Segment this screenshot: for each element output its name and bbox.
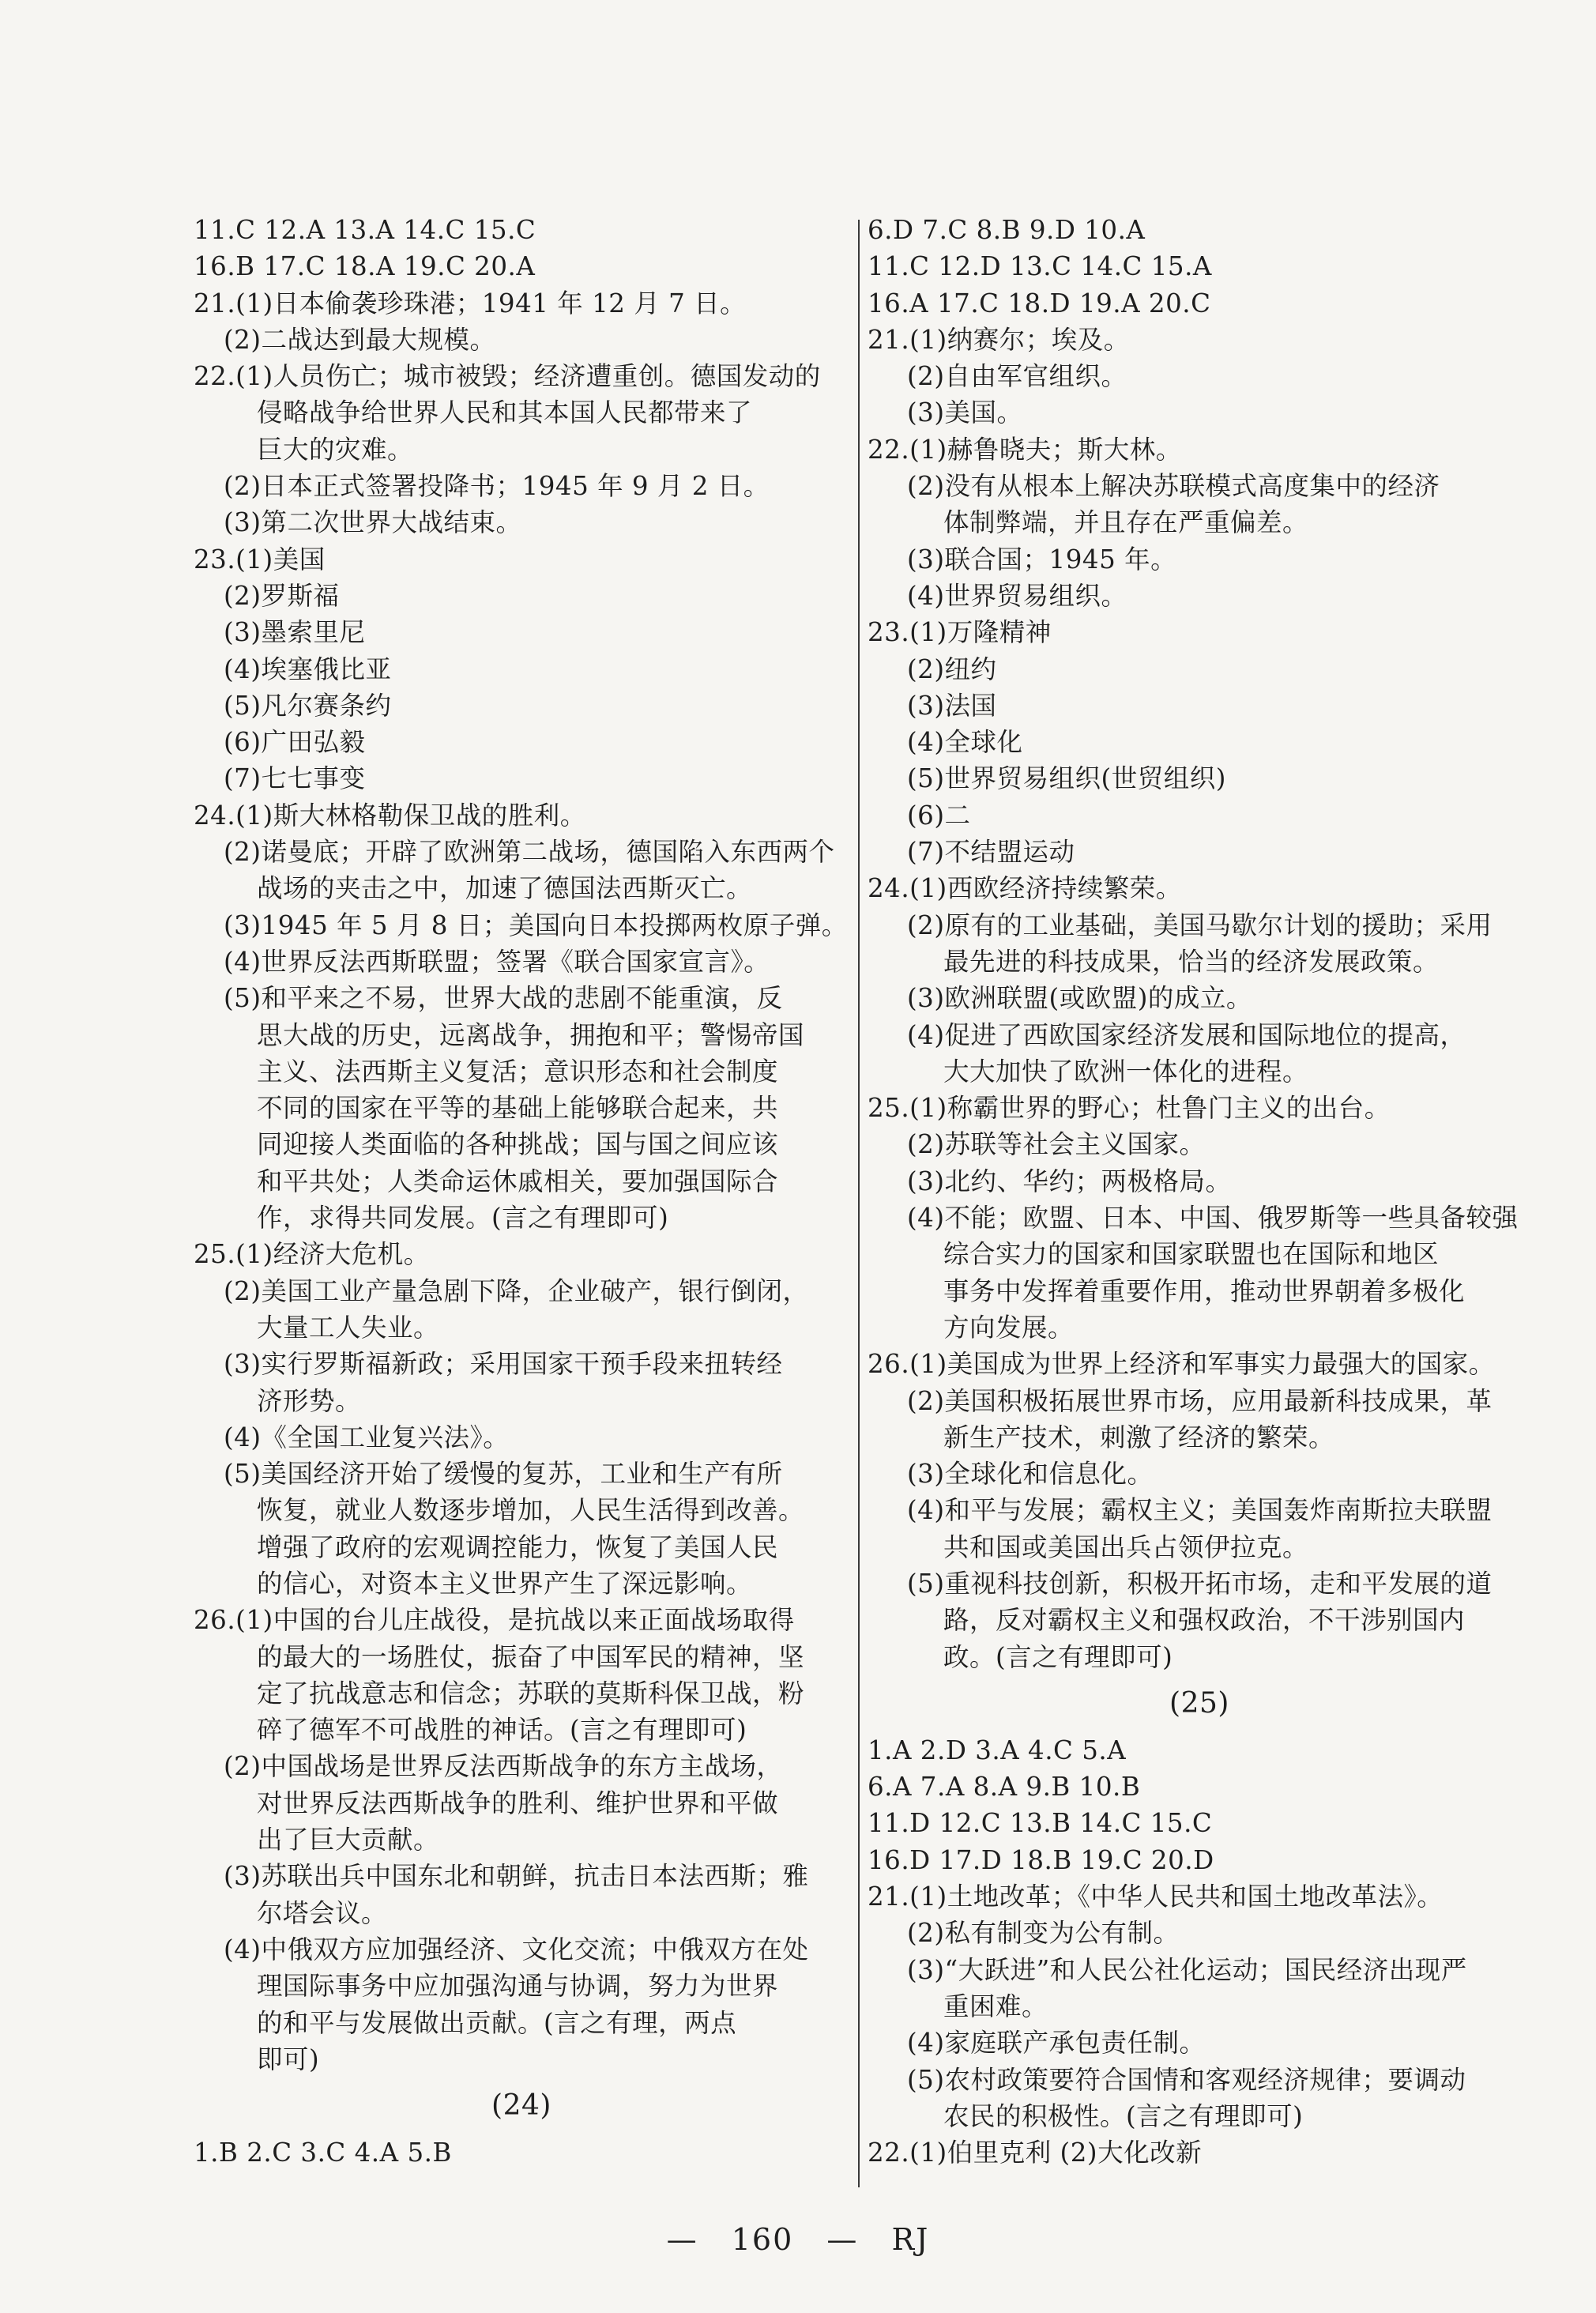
answer-line: 出了巨大贡献。 (257, 1825, 440, 1855)
answer-line: 24.(1)西欧经济持续繁荣。 (868, 873, 1182, 904)
answer-line: (5)美国经济开始了缓慢的复苏，工业和生产有所 (224, 1459, 783, 1490)
answer-line: 定了抗战意志和信念；苏联的莫斯科保卫战，粉 (257, 1678, 805, 1708)
answer-line: (4)不能；欧盟、日本、中国、俄罗斯等一些具备较强 (907, 1203, 1519, 1234)
answer-line: 方向发展。 (943, 1312, 1075, 1343)
answer-line: (3)美国。 (907, 397, 1023, 428)
answer-line: 巨大的灾难。 (257, 434, 414, 465)
answer-line: (2)罗斯福 (224, 580, 340, 611)
answer-line: 1.A 2.D 3.A 4.C 5.A (868, 1735, 1127, 1765)
answer-line: (6)广田弘毅 (224, 727, 366, 758)
answer-line: (3)苏联出兵中国东北和朝鲜，抗击日本法西斯；雅 (224, 1861, 809, 1892)
answer-line: 16.B 17.C 18.A 19.C 20.A (194, 251, 536, 282)
answer-line: 的和平与发展做出贡献。(言之有理，两点 (257, 2007, 737, 2038)
answer-line: 路，反对霸权主义和强权政治，不干涉别国内 (943, 1605, 1466, 1636)
answer-line: 24.(1)斯大林格勒保卫战的胜利。 (194, 800, 586, 831)
answer-line: 新生产技术，刺激了经济的繁荣。 (943, 1422, 1335, 1452)
answer-line: (2)没有从根本上解决苏联模式高度集中的经济 (907, 471, 1440, 502)
answer-line: 22.(1)赫鲁晓夫；斯大林。 (868, 434, 1182, 465)
answer-line: (2)日本正式签署投降书；1945 年 9 月 2 日。 (224, 471, 770, 502)
answer-line: 16.A 17.C 18.D 19.A 20.C (868, 288, 1211, 318)
answer-line: (4)促进了西欧国家经济发展和国际地位的提高， (907, 1019, 1466, 1050)
answer-line: 和平共处；人类命运休戚相关，要加强国际合 (257, 1166, 779, 1196)
page-footer (0, 2222, 1596, 2257)
answer-line: 即可) (257, 2044, 320, 2074)
answer-line: (4)全球化 (907, 727, 1023, 758)
answer-line: 体制弊端，并且存在严重偏差。 (943, 507, 1309, 538)
page-number: 160 (731, 2222, 794, 2257)
answer-line: (3)墨索里尼 (224, 617, 366, 648)
answer-line: (3)欧洲联盟(或欧盟)的成立。 (907, 983, 1252, 1014)
answer-line: 尔塔会议。 (257, 1897, 388, 1928)
answer-line: (4)中俄双方应加强经济、文化交流；中俄双方在处 (224, 1934, 809, 1965)
answer-line: 共和国或美国出兵占领伊拉克。 (943, 1531, 1309, 1562)
answer-line: (5)和平来之不易，世界大战的悲剧不能重演，反 (224, 983, 783, 1014)
answer-line: (3)1945 年 5 月 8 日；美国向日本投掷两枚原子弹。 (224, 910, 848, 940)
answer-line: 不同的国家在平等的基础上能够联合起来，共 (257, 1093, 779, 1124)
answer-line: 22.(1)人员伤亡；城市被毁；经济遭重创。德国发动的 (194, 361, 821, 392)
answer-line: 综合实力的国家和国家联盟也在国际和地区 (943, 1239, 1440, 1270)
answer-line: 26.(1)美国成为世界上经济和军事实力最强大的国家。 (868, 1349, 1495, 1380)
answer-line: (4)《全国工业复兴法》。 (224, 1422, 510, 1452)
answer-line: (2)中国战场是世界反法西斯战争的东方主战场， (224, 1751, 783, 1782)
answer-line: (3)全球化和信息化。 (907, 1459, 1154, 1490)
answer-line: 思大战的历史，远离战争，拥抱和平；警惕帝国 (257, 1019, 805, 1050)
answer-line: 1.B 2.C 3.C 4.A 5.B (194, 2138, 452, 2168)
footer-dash-left: — (666, 2222, 698, 2257)
answer-line: 的信心，对资本主义世界产生了深远影响。 (257, 1568, 753, 1599)
answer-line: (4)埃塞俄比亚 (224, 654, 392, 684)
answer-line: (3)实行罗斯福新政；采用国家干预手段来扭转经 (224, 1349, 783, 1380)
footer-dash-right: — (826, 2222, 859, 2257)
answer-line: (3)法国 (907, 690, 997, 721)
column-divider (858, 220, 860, 2187)
answer-line: 大量工人失业。 (257, 1312, 440, 1343)
answer-line: 16.D 17.D 18.B 19.C 20.D (868, 1844, 1214, 1875)
answer-line: (5)重视科技创新，积极开拓市场，走和平发展的道 (907, 1568, 1492, 1599)
answer-line: 侵略战争给世界人民和其本国人民都带来了 (257, 397, 753, 428)
answer-line: 11.C 12.A 13.A 14.C 15.C (194, 215, 536, 245)
answer-line: 的最大的一场胜仗，振奋了中国军民的精神，坚 (257, 1641, 805, 1672)
answer-line: (2)美国工业产量急剧下降，企业破产，银行倒闭， (224, 1275, 809, 1306)
answer-line: (5)凡尔赛条约 (224, 690, 392, 721)
answer-line: 26.(1)中国的台儿庄战役，是抗战以来正面战场取得 (194, 1605, 795, 1636)
answer-line: 6.D 7.C 8.B 9.D 10.A (868, 215, 1146, 245)
answer-line: (4)和平与发展；霸权主义；美国轰炸南斯拉夫联盟 (907, 1495, 1492, 1526)
answer-line: 农民的积极性。(言之有理即可) (943, 2100, 1304, 2131)
answer-line: (3)联合国；1945 年。 (907, 544, 1177, 574)
answer-line: 23.(1)万隆精神 (868, 617, 1052, 648)
answer-line: 济形势。 (257, 1385, 362, 1416)
answer-line: 碎了德军不可战胜的神话。(言之有理即可) (257, 1715, 747, 1746)
answer-line: (3)北约、华约；两极格局。 (907, 1166, 1232, 1196)
answer-line: 大大加快了欧洲一体化的进程。 (943, 1056, 1309, 1087)
answer-line: 21.(1)日本偷袭珍珠港；1941 年 12 月 7 日。 (194, 288, 747, 318)
answer-line: 22.(1)伯里克利 (2)大化改新 (868, 2138, 1203, 2168)
answer-line: (5)世界贸易组织(世贸组织) (907, 763, 1226, 794)
answer-line: 事务中发挥着重要作用，推动世界朝着多极化 (943, 1275, 1466, 1306)
left-column (194, 212, 849, 2171)
answer-line: (7)七七事变 (224, 763, 366, 794)
answer-line: (3)第二次世界大战结束。 (224, 507, 522, 538)
answer-line: 主义、法西斯主义复活；意识形态和社会制度 (257, 1056, 779, 1087)
section-heading: (25) (1169, 1686, 1229, 1720)
right-column (868, 212, 1531, 2171)
answer-line: (2)自由军官组织。 (907, 361, 1127, 392)
answer-line: (2)诺曼底；开辟了欧洲第二战场，德国陷入东西两个 (224, 837, 835, 868)
answer-line: (2)原有的工业基础，美国马歇尔计划的援助；采用 (907, 910, 1492, 940)
answer-line: 增强了政府的宏观调控能力，恢复了美国人民 (257, 1531, 779, 1562)
answer-line: (2)纽约 (907, 654, 997, 684)
answer-line: 25.(1)称霸世界的野心；杜鲁门主义的出台。 (868, 1093, 1391, 1124)
answer-line: 战场的夹击之中，加速了德国法西斯灭亡。 (257, 873, 753, 904)
answer-line: 25.(1)经济大危机。 (194, 1239, 430, 1270)
answer-line: 恢复，就业人数逐步增加，人民生活得到改善。 (257, 1495, 805, 1526)
answer-line: (2)二战达到最大规模。 (224, 324, 496, 355)
answer-line: 11.C 12.D 13.C 14.C 15.A (868, 251, 1212, 282)
answer-line: (3)“大跃进”和人民公社化运动；国民经济出现严 (907, 1954, 1467, 1985)
answer-line: 政。(言之有理即可) (943, 1641, 1173, 1672)
answer-line: (2)美国积极拓展世界市场，应用最新科技成果，革 (907, 1385, 1492, 1416)
answer-line: (2)私有制变为公有制。 (907, 1918, 1180, 1949)
answer-line: (4)世界反法西斯联盟；签署《联合国家宣言》。 (224, 946, 770, 977)
answer-line: 同迎接人类面临的各种挑战；国与国之间应该 (257, 1129, 779, 1160)
answer-line: (7)不结盟运动 (907, 837, 1075, 868)
answer-line: 11.D 12.C 13.B 14.C 15.C (868, 1808, 1213, 1839)
answer-line: 重困难。 (943, 1991, 1048, 2021)
answer-line: 对世界反法西斯战争的胜利、维护世界和平做 (257, 1787, 779, 1818)
answer-line: (4)家庭联产承包责任制。 (907, 2028, 1206, 2059)
answer-line: (6)二 (907, 800, 971, 831)
answer-line: 23.(1)美国 (194, 544, 326, 574)
answer-line: (4)世界贸易组织。 (907, 580, 1127, 611)
edition-label: RJ (891, 2222, 930, 2257)
answer-line: (2)苏联等社会主义国家。 (907, 1129, 1206, 1160)
answer-line: 作，求得共同发展。(言之有理即可) (257, 1203, 669, 1234)
section-heading: (24) (491, 2089, 551, 2123)
answer-line: 6.A 7.A 8.A 9.B 10.B (868, 1772, 1141, 1803)
answer-line: (5)农村政策要符合国情和客观经济规律；要调动 (907, 2064, 1466, 2095)
answer-line: 理国际事务中应加强沟通与协调，努力为世界 (257, 1971, 779, 2002)
answer-line: 21.(1)土地改革；《中华人民共和国土地改革法》。 (868, 1882, 1444, 1912)
answer-line: 最先进的科技成果，恰当的经济发展政策。 (943, 946, 1440, 977)
answer-line: 21.(1)纳赛尔；埃及。 (868, 324, 1130, 355)
